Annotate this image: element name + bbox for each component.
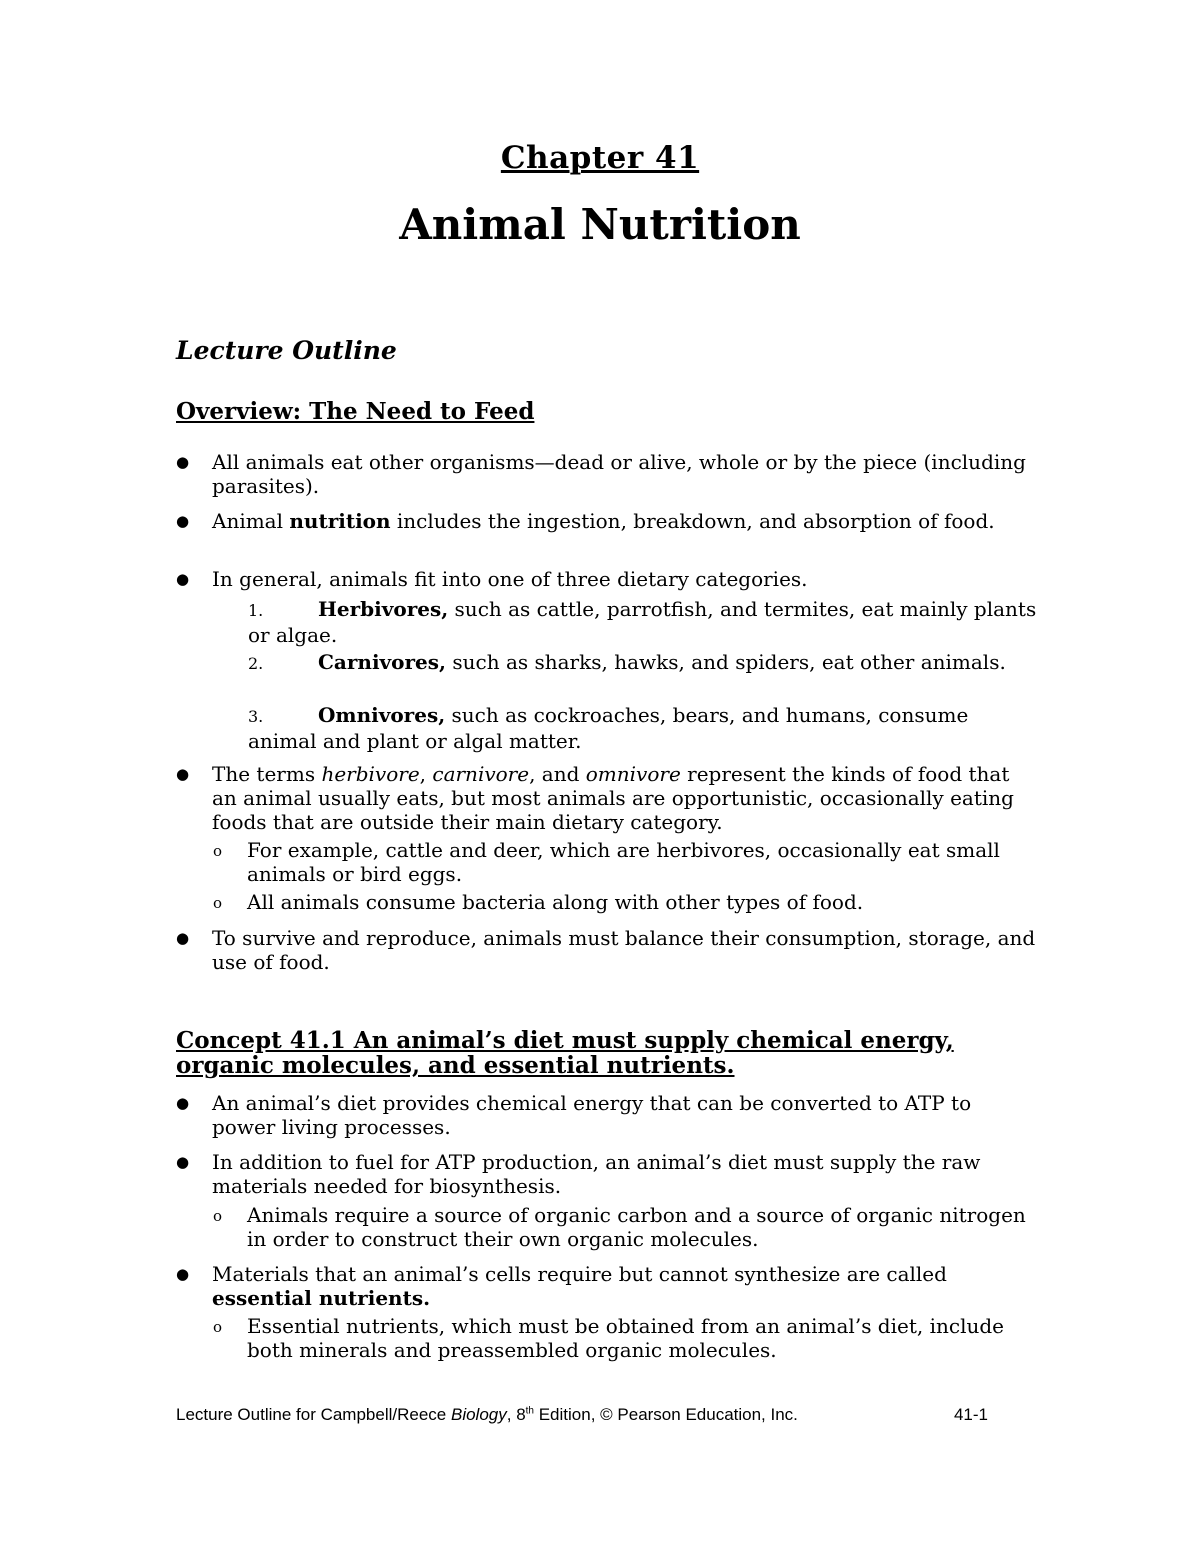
concept-item-2	[176, 1150, 1036, 1198]
sub-list-item	[176, 890, 1036, 914]
numbered-item-1	[176, 597, 1038, 647]
bullet-text: To survive and reproduce, animals must balance their consumption, storage, and use of food.	[212, 926, 1036, 974]
concept-sub-1	[176, 1203, 1036, 1251]
item-number: 2.	[248, 654, 264, 673]
sub-text: For example, cattle and deer, which are herbivores, occasionally eat small animals or bird eggs.	[247, 838, 1000, 886]
footer-book-title: Biology	[450, 1405, 507, 1424]
overview-heading: Overview: The Need to Feed	[176, 398, 535, 425]
bullet-icon: ●	[176, 453, 190, 471]
sub-list-item	[176, 1203, 1036, 1251]
bullet-icon: ●	[176, 929, 190, 947]
chapter-label: Chapter 41	[500, 140, 700, 176]
list-item	[176, 1262, 1036, 1310]
concept-sub-2	[176, 1314, 1036, 1362]
sub-list-item	[176, 1314, 1036, 1362]
bullet-text-post: includes the ingestion, breakdown, and absorption of food.	[390, 509, 995, 533]
circle-bullet-icon: o	[213, 894, 223, 912]
overview-sub-1	[176, 838, 1036, 886]
term-herbivores: Herbivores,	[318, 597, 449, 621]
page-footer	[176, 1405, 988, 1425]
bullet-text: In addition to fuel for ATP production, an animal’s diet must supply the raw materials needed for biosynthesis.	[212, 1150, 981, 1198]
overview-item-3	[176, 567, 1036, 591]
concept-item-3	[176, 1262, 1036, 1310]
numbered-text: such as cockroaches, bears, and humans, consume animal and plant or algal matter.	[248, 703, 969, 753]
item-number: 3.	[248, 707, 264, 726]
footer-text: Edition, © Pearson Education, Inc.	[534, 1405, 798, 1424]
term-carnivores: Carnivores,	[318, 650, 446, 674]
bullet-icon: ●	[176, 1265, 190, 1283]
bullet-text: An animal’s diet provides chemical energy that can be converted to ATP to power living processes.	[212, 1091, 972, 1139]
bullet-icon: ●	[176, 1153, 190, 1171]
bullet-icon: ●	[176, 1094, 190, 1112]
term-essential-nutrients: essential nutrients.	[212, 1286, 431, 1310]
circle-bullet-icon: o	[213, 842, 223, 860]
list-item	[176, 762, 1036, 834]
term-omnivores: Omnivores,	[318, 703, 446, 727]
list-item	[176, 450, 1036, 498]
sub-text: Animals require a source of organic carbon and a source of organic nitrogen in order to construct their own organic molecules.	[247, 1203, 1026, 1251]
bullet-icon: ●	[176, 512, 190, 530]
term-omnivore: omnivore	[585, 762, 681, 786]
list-item	[176, 567, 1036, 591]
list-item	[176, 926, 1036, 974]
numbered-text: such as sharks, hawks, and spiders, eat other animals.	[446, 650, 1006, 674]
concept-heading: Concept 41.1 An animal’s diet must supply chemical energy, organic molecules, and essential nutrients.	[176, 1027, 954, 1079]
numbered-text: such as cattle, parrotfish, and termites, eat mainly plants or algae.	[248, 597, 1037, 647]
circle-bullet-icon: o	[213, 1318, 223, 1336]
bullet-text: represent the kinds of food that an animal usually eats, but most animals are opportunistic, occasionally eating foods that are outside their main dietary category.	[212, 762, 1014, 834]
overview-item-5	[176, 926, 1036, 974]
bullet-icon: ●	[176, 765, 190, 783]
sub-text: All animals consume bacteria along with other types of food.	[247, 890, 864, 914]
bullet-text-pre: Animal	[212, 509, 290, 533]
overview-sub-2	[176, 890, 1036, 914]
bullet-text: , and	[529, 762, 586, 786]
numbered-item-3	[176, 703, 1038, 753]
overview-item-2	[176, 509, 1036, 533]
bullet-text: ,	[419, 762, 433, 786]
bullet-text: All animals eat other organisms—dead or alive, whole or by the piece (including parasites).	[212, 450, 1026, 498]
bullet-icon: ●	[176, 570, 190, 588]
circle-bullet-icon: o	[213, 1207, 223, 1225]
concept-item-1	[176, 1091, 1036, 1139]
bullet-text: The terms	[212, 762, 322, 786]
list-item	[176, 509, 1036, 533]
numbered-item-2	[176, 650, 1038, 676]
list-item	[176, 1150, 1036, 1198]
section-label: Lecture Outline	[176, 336, 397, 365]
page-title: Animal Nutrition	[399, 200, 801, 249]
footer-text: Lecture Outline for Campbell/Reece	[176, 1405, 451, 1424]
bullet-text: In general, animals fit into one of three dietary categories.	[212, 567, 808, 591]
page-number: 41-1	[953, 1405, 988, 1424]
overview-list	[176, 450, 1036, 498]
overview-item-4	[176, 762, 1036, 834]
footer-superscript: th	[525, 1405, 534, 1417]
term-herbivore: herbivore	[321, 762, 420, 786]
term-carnivore: carnivore	[432, 762, 530, 786]
sub-text: Essential nutrients, which must be obtained from an animal’s diet, include both minerals and preassembled organic molecules.	[247, 1314, 1004, 1362]
footer-text: , 8	[506, 1405, 526, 1424]
sub-list-item	[176, 838, 1036, 886]
item-number: 1.	[248, 601, 264, 620]
term-nutrition: nutrition	[289, 509, 391, 533]
list-item	[176, 1091, 1036, 1139]
bullet-text-pre: Materials that an animal’s cells require but cannot synthesize are called	[212, 1262, 947, 1286]
